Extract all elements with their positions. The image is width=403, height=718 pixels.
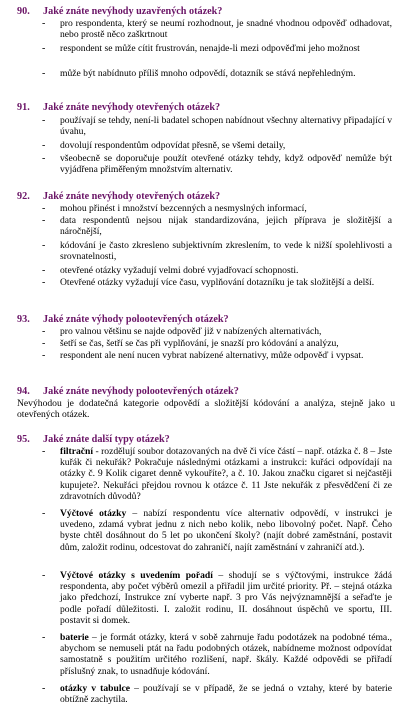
list-item	[60, 446, 392, 502]
list-item: data respondentů nejsou nijak standardizována, jejich příprava je složitější a náročnější,	[60, 215, 392, 238]
bullet: -	[42, 508, 46, 519]
question-text: Jaké znáte nevýhody polootevřených otázek?	[43, 386, 239, 397]
item-description: – shodují se s výčtovými, instrukce žádá respondenta, aby počet výběrů omezil a přiřadil jim určité priority. Př. – stejná otázka jako předchozí, Instrukce zní vyberte např. 3 pro Vás nejvýznamnější a seřaďte je podle pořadí důležitosti. I. založit rodinu, II. dosáhnout úspěchů ve sportu, III. postavit si domek.	[60, 570, 392, 626]
bullet: -	[42, 115, 46, 126]
question-heading-93	[17, 314, 229, 325]
question-number: 90.	[17, 6, 30, 17]
item-term: Výčtové otázky s uvedením pořadí	[60, 570, 213, 581]
list-item: respondent se může cítit frustrován, nenajde-li mezi odpověďmi jeho možnost	[60, 43, 360, 54]
bullet: -	[42, 215, 46, 226]
list-item: pro valnou většinu se najde odpověď již v nabízených alternativách,	[60, 326, 322, 337]
bullet: -	[42, 683, 46, 694]
question-text: Jaké znáte nevýhody otevřených otázek?	[43, 191, 221, 202]
list-item: respondent ale není nucen vybrat nabízené alternativy, může odpověď i vypsat.	[60, 350, 364, 361]
bullet: -	[42, 277, 46, 288]
question-text: Jaké znáte další typy otázek?	[43, 434, 170, 445]
question-number: 91.	[17, 102, 30, 113]
bullet: -	[42, 350, 46, 361]
item-term: baterie	[60, 632, 89, 643]
question-number: 93.	[17, 314, 30, 325]
question-heading-91	[17, 102, 220, 113]
item-term: otázky v tabulce	[60, 683, 131, 694]
question-text: Jaké znáte nevýhody uzavřených otázek?	[43, 6, 223, 17]
list-item: dovolují respondentům odpovídat přesně, se všemi detaily,	[60, 140, 286, 151]
list-item	[60, 683, 392, 705]
list-item: všeobecně se doporučuje použít otevřené otázky tehdy, když odpověď nemůže být vyjádřena přiměřeným množstvím alternativ.	[60, 153, 392, 176]
list-item: může být nabídnuto příliš mnoho odpovědí, dotazník se stává nepřehledným.	[60, 68, 356, 79]
bullet: -	[42, 326, 46, 337]
question-text: Jaké znáte nevýhody otevřených otázek?	[43, 102, 221, 113]
bullet: -	[42, 18, 46, 29]
list-item: Otevřené otázky vyžadují více času, vyplňování dotazníku je tak složitější a delší.	[60, 277, 375, 288]
item-description: – nabízí respondentu více alternativ odpovědí, v instrukci je uvedeno, zdamá vybrat jednu z nich nebo kolik, nebo libovolný počet. Např. Čeho byste chtěl dosáhnout do 5 let po ukončení školy? (najít dobré zaměstnání, postavit dům, založit rodinu, odcestovat do zahraničí, najít zaměstnání v zahraničí atd.).	[60, 508, 393, 553]
list-item: šetří se čas, šetří se čas při vyplňování, je snazší pro kódování a analýzu,	[60, 338, 339, 349]
list-item	[60, 570, 392, 626]
question-heading-94	[17, 386, 239, 397]
question-heading-90	[17, 6, 222, 17]
item-description: – používají se v případě, že se jedná o vztahy, které by baterie obtížně zachytila.	[60, 683, 392, 706]
bullet: -	[42, 140, 46, 151]
list-item: používají se tehdy, není-li badatel schopen nabídnout všechny alternativy připadající v úvahu,	[60, 115, 392, 138]
list-item: otevřené otázky vyžadují velmi dobré vyjadřovací schopnosti.	[60, 265, 299, 276]
question-heading-92	[17, 191, 220, 202]
bullet: -	[42, 570, 46, 581]
bullet: -	[42, 240, 46, 251]
question-number: 95.	[17, 434, 30, 445]
item-description: - rozdělují soubor dotazovaných na dvě či více částí – např. otázka č. 8 – Jste kuřák či nekuřák? Pokračuje následnými otázkami a instrukci: kuřáci odpovídají na otázky č. 9 Kolik cigaret denně vykouříte?, a č. 10. Jakou značku cigaret si nejčastěji kupujete?. Nekuřáci přejdou rovnou k otázce č. 11 Jste nekuřák z přesvědčení či ze zdravotních důvodů?	[60, 446, 392, 502]
question-heading-95	[17, 434, 170, 445]
bullet: -	[42, 68, 46, 79]
item-term: filtrační	[60, 446, 94, 457]
list-item: kódování je často zkresleno subjektivním zkreslením, to vede k nižší spolehlivosti a srovnatelnosti,	[60, 240, 392, 263]
question-text: Jaké znáte výhody polootevřených otázek?	[43, 314, 229, 325]
bullet: -	[42, 446, 46, 457]
list-item	[60, 508, 392, 553]
bullet: -	[42, 265, 46, 276]
item-description: – je formát otázky, která v sobě zahrnuje řadu podotázek na podobné téma., abychom se nemuseli ptát na řadu podobných otázek, nabídneme možnost odpovídat samostatně s použitím určitého rozlišení, např. škály. Každé odpovědi se přiřadí příslušný znak, to usnadňuje kódování.	[60, 632, 392, 677]
bullet: -	[42, 632, 46, 643]
question-number: 92.	[17, 191, 30, 202]
item-term: Výčtové otázky	[60, 508, 127, 519]
bullet: -	[42, 338, 46, 349]
paragraph: Nevýhodou je dodatečná kategorie odpovědí a složitější kódování a analýza, stejně jako u otevřených otázek.	[17, 398, 395, 421]
bullet: -	[42, 203, 46, 214]
list-item	[60, 632, 392, 677]
bullet: -	[42, 153, 46, 164]
question-number: 94.	[17, 386, 30, 397]
list-item: pro respondenta, který se neumí rozhodnout, je snadné vhodnou odpověď odhadovat, nebo prostě něco zaškrtnout	[60, 18, 392, 41]
list-item: mohou přinést i množství bezcenných a nesmyslných informací,	[60, 203, 307, 214]
bullet: -	[42, 43, 46, 54]
